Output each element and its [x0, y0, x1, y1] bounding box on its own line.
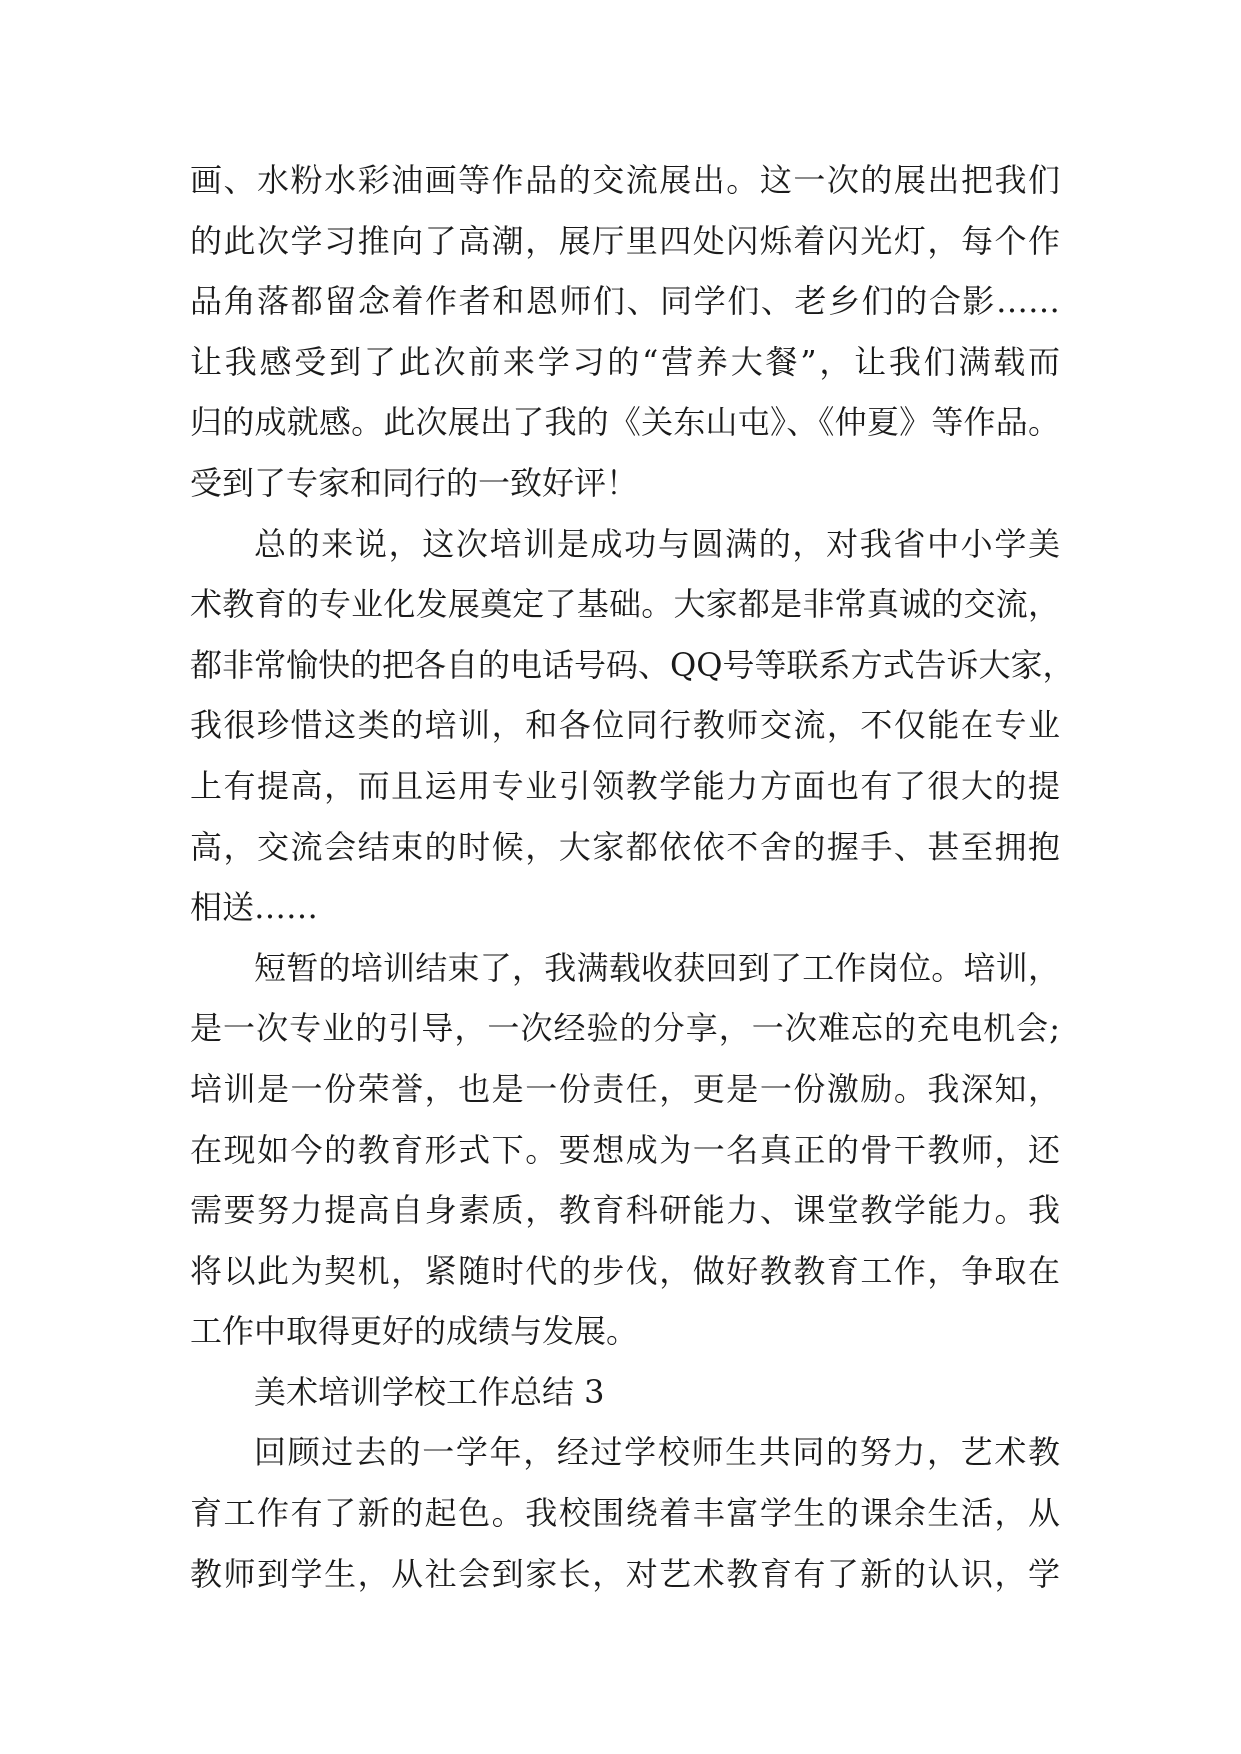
text-line: 培训是一份荣誉，也是一份责任，更是一份激励。我深知， [190, 1069, 1060, 1108]
text-line: 在现如今的教育形式下。要想成为一名真正的骨干教师，还 [190, 1130, 1060, 1169]
text-line: 画、水粉水彩油画等作品的交流展出。这一次的展出把我们 [190, 161, 1060, 199]
text-line: 高，交流会结束的时候，大家都依依不舍的握手、甚至拥抱 [190, 827, 1060, 866]
text-line: 术教育的专业化发展奠定了基础。大家都是非常真诚的交流， [190, 585, 1060, 624]
text-line: 品角落都留念着作者和恩师们、同学们、老乡们的合影…… [190, 282, 1060, 321]
paragraph-first-line: 总的来说，这次培训是成功与圆满的，对我省中小学美 [254, 524, 1060, 563]
text-line: 让我感受到了此次前来学习的“营养大餐”，让我们满载而 [190, 342, 1060, 381]
text-line: 是一次专业的引导，一次经验的分享，一次难忘的充电机会; [190, 1009, 1060, 1048]
text-line: 都非常愉快的把各自的电话号码、QQ号等联系方式告诉大家， [190, 645, 1075, 684]
text-line: 上有提高，而且运用专业引领教学能力方面也有了很大的提 [190, 766, 1060, 805]
text-line: 受到了专家和同行的一致好评！ [190, 463, 639, 502]
text-line: 相送…… [190, 888, 319, 927]
text-line: 教师到学生，从社会到家长，对艺术教育有了新的认识，学 [190, 1554, 1060, 1593]
text-line: 工作中取得更好的成绩与发展。 [190, 1312, 639, 1351]
paragraph-first-line: 短暂的培训结束了，我满载收获回到了工作岗位。培训， [254, 948, 1060, 987]
section-heading: 美术培训学校工作总结 3 [254, 1372, 605, 1411]
document-body [190, 150, 1075, 1604]
text-line: 需要努力提高自身素质，教育科研能力、课堂教学能力。我 [190, 1191, 1060, 1230]
text-line: 的此次学习推向了高潮，展厅里四处闪烁着闪光灯，每个作 [190, 221, 1060, 260]
text-line: 育工作有了新的起色。我校围绕着丰富学生的课余生活，从 [190, 1494, 1060, 1533]
text-line: 归的成就感。此次展出了我的《关东山屯》、《仲夏》等作品。 [190, 403, 1060, 442]
paragraph-first-line: 回顾过去的一学年，经过学校师生共同的努力，艺术教 [254, 1433, 1060, 1472]
text-line: 我很珍惜这类的培训，和各位同行教师交流，不仅能在专业 [190, 706, 1060, 745]
text-line: 将以此为契机，紧随时代的步伐，做好教教育工作，争取在 [190, 1251, 1060, 1290]
